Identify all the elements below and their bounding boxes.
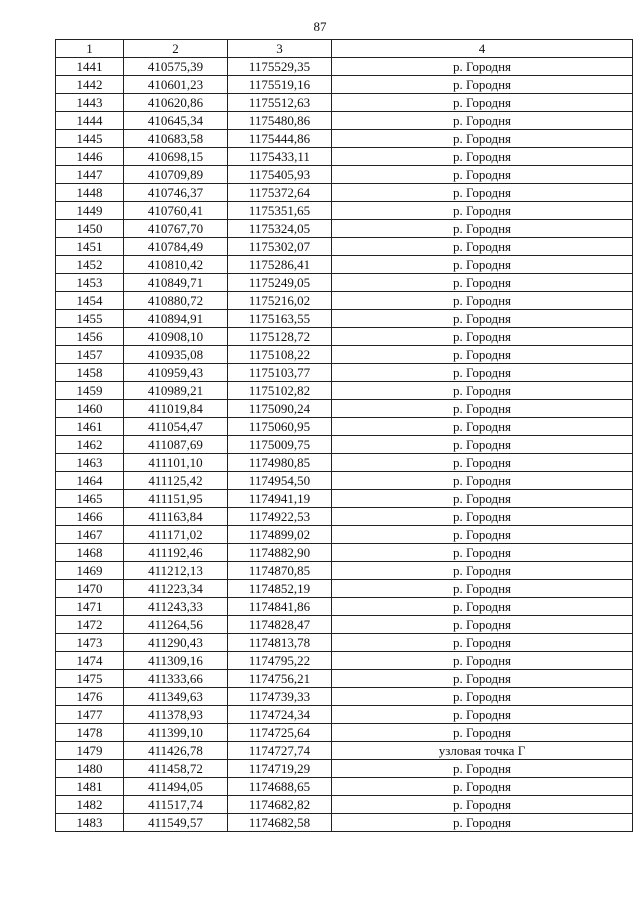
y-coordinate-cell: 1174719,29	[228, 760, 332, 778]
y-coordinate-cell: 1175372,64	[228, 184, 332, 202]
table-row	[56, 166, 633, 184]
x-coordinate-cell: 410880,72	[124, 292, 228, 310]
x-coordinate-cell: 410935,08	[124, 346, 228, 364]
description-cell: р. Городня	[332, 706, 633, 724]
description-cell: р. Городня	[332, 688, 633, 706]
table-row	[56, 634, 633, 652]
y-coordinate-cell: 1175324,05	[228, 220, 332, 238]
y-coordinate-cell: 1175512,63	[228, 94, 332, 112]
y-coordinate-cell: 1174852,19	[228, 580, 332, 598]
x-coordinate-cell: 411517,74	[124, 796, 228, 814]
table-row	[56, 616, 633, 634]
table-row	[56, 58, 633, 76]
description-cell: р. Городня	[332, 220, 633, 238]
x-coordinate-cell: 411212,13	[124, 562, 228, 580]
point-number-cell: 1441	[56, 58, 124, 76]
x-coordinate-cell: 411378,93	[124, 706, 228, 724]
y-coordinate-cell: 1174922,53	[228, 508, 332, 526]
x-coordinate-cell: 410746,37	[124, 184, 228, 202]
point-number-cell: 1442	[56, 76, 124, 94]
x-coordinate-cell: 410849,71	[124, 274, 228, 292]
page-number: 87	[313, 19, 327, 34]
description-cell: р. Городня	[332, 580, 633, 598]
description-cell: р. Городня	[332, 184, 633, 202]
x-coordinate-cell: 411494,05	[124, 778, 228, 796]
table-row	[56, 184, 633, 202]
point-number-cell: 1478	[56, 724, 124, 742]
table-row	[56, 274, 633, 292]
x-coordinate-cell: 410908,10	[124, 328, 228, 346]
point-number-cell: 1470	[56, 580, 124, 598]
y-coordinate-cell: 1175519,16	[228, 76, 332, 94]
table-row	[56, 580, 633, 598]
point-number-cell: 1460	[56, 400, 124, 418]
x-coordinate-cell: 411333,66	[124, 670, 228, 688]
x-coordinate-cell: 411349,63	[124, 688, 228, 706]
point-number-cell: 1453	[56, 274, 124, 292]
x-coordinate-cell: 410575,39	[124, 58, 228, 76]
description-cell: р. Городня	[332, 454, 633, 472]
table-header	[56, 40, 633, 58]
point-number-cell: 1444	[56, 112, 124, 130]
y-coordinate-cell: 1175060,95	[228, 418, 332, 436]
point-number-cell: 1456	[56, 328, 124, 346]
table-row	[56, 310, 633, 328]
point-number-cell: 1451	[56, 238, 124, 256]
point-number-cell: 1468	[56, 544, 124, 562]
coordinates-table	[55, 39, 633, 832]
table-row	[56, 238, 633, 256]
x-coordinate-cell: 410989,21	[124, 382, 228, 400]
table-row	[56, 724, 633, 742]
header-row	[56, 40, 633, 58]
point-number-cell: 1445	[56, 130, 124, 148]
point-number-cell: 1462	[56, 436, 124, 454]
table-row	[56, 130, 633, 148]
description-cell: р. Городня	[332, 58, 633, 76]
x-coordinate-cell: 410645,34	[124, 112, 228, 130]
y-coordinate-cell: 1174727,74	[228, 742, 332, 760]
point-number-cell: 1469	[56, 562, 124, 580]
description-cell: р. Городня	[332, 76, 633, 94]
description-cell: р. Городня	[332, 562, 633, 580]
description-cell: р. Городня	[332, 310, 633, 328]
y-coordinate-cell: 1175286,41	[228, 256, 332, 274]
table-row	[56, 202, 633, 220]
description-cell: р. Городня	[332, 490, 633, 508]
point-number-cell: 1446	[56, 148, 124, 166]
y-coordinate-cell: 1174756,21	[228, 670, 332, 688]
y-coordinate-cell: 1174882,90	[228, 544, 332, 562]
x-coordinate-cell: 410959,43	[124, 364, 228, 382]
y-coordinate-cell: 1174739,33	[228, 688, 332, 706]
point-number-cell: 1476	[56, 688, 124, 706]
x-coordinate-cell: 411019,84	[124, 400, 228, 418]
point-number-cell: 1467	[56, 526, 124, 544]
description-cell: р. Городня	[332, 436, 633, 454]
table-row	[56, 328, 633, 346]
point-number-cell: 1463	[56, 454, 124, 472]
x-coordinate-cell: 410698,15	[124, 148, 228, 166]
table-row	[56, 508, 633, 526]
table-row	[56, 112, 633, 130]
point-number-cell: 1474	[56, 652, 124, 670]
y-coordinate-cell: 1175009,75	[228, 436, 332, 454]
point-number-cell: 1454	[56, 292, 124, 310]
y-coordinate-cell: 1175433,11	[228, 148, 332, 166]
description-cell: р. Городня	[332, 724, 633, 742]
x-coordinate-cell: 411087,69	[124, 436, 228, 454]
table-row	[56, 526, 633, 544]
description-cell: р. Городня	[332, 148, 633, 166]
table-row	[56, 382, 633, 400]
description-cell: р. Городня	[332, 400, 633, 418]
x-coordinate-cell: 410894,91	[124, 310, 228, 328]
table-row	[56, 220, 633, 238]
point-number-cell: 1457	[56, 346, 124, 364]
point-number-cell: 1449	[56, 202, 124, 220]
table-row	[56, 760, 633, 778]
y-coordinate-cell: 1174813,78	[228, 634, 332, 652]
table-row	[56, 346, 633, 364]
description-cell: р. Городня	[332, 112, 633, 130]
y-coordinate-cell: 1175351,65	[228, 202, 332, 220]
point-number-cell: 1455	[56, 310, 124, 328]
point-number-cell: 1472	[56, 616, 124, 634]
y-coordinate-cell: 1175102,82	[228, 382, 332, 400]
table-body	[56, 58, 633, 832]
y-coordinate-cell: 1175480,86	[228, 112, 332, 130]
description-cell: р. Городня	[332, 166, 633, 184]
point-number-cell: 1448	[56, 184, 124, 202]
description-cell: р. Городня	[332, 670, 633, 688]
x-coordinate-cell: 411264,56	[124, 616, 228, 634]
table-row	[56, 562, 633, 580]
x-coordinate-cell: 411549,57	[124, 814, 228, 832]
y-coordinate-cell: 1175405,93	[228, 166, 332, 184]
y-coordinate-cell: 1175103,77	[228, 364, 332, 382]
header-cell-3: 3	[228, 40, 332, 58]
table-row	[56, 544, 633, 562]
x-coordinate-cell: 411426,78	[124, 742, 228, 760]
y-coordinate-cell: 1174954,50	[228, 472, 332, 490]
y-coordinate-cell: 1174682,58	[228, 814, 332, 832]
table-row	[56, 292, 633, 310]
point-number-cell: 1482	[56, 796, 124, 814]
y-coordinate-cell: 1174725,64	[228, 724, 332, 742]
y-coordinate-cell: 1175163,55	[228, 310, 332, 328]
y-coordinate-cell: 1175302,07	[228, 238, 332, 256]
x-coordinate-cell: 410601,23	[124, 76, 228, 94]
y-coordinate-cell: 1175108,22	[228, 346, 332, 364]
description-cell: узловая точка Г	[332, 742, 633, 760]
table-row	[56, 472, 633, 490]
description-cell: р. Городня	[332, 472, 633, 490]
y-coordinate-cell: 1174688,65	[228, 778, 332, 796]
x-coordinate-cell: 411192,46	[124, 544, 228, 562]
table-row	[56, 76, 633, 94]
y-coordinate-cell: 1174841,86	[228, 598, 332, 616]
y-coordinate-cell: 1174941,19	[228, 490, 332, 508]
table-row	[56, 670, 633, 688]
x-coordinate-cell: 411243,33	[124, 598, 228, 616]
point-number-cell: 1480	[56, 760, 124, 778]
table-row	[56, 814, 633, 832]
header-cell-4: 4	[332, 40, 633, 58]
y-coordinate-cell: 1175249,05	[228, 274, 332, 292]
y-coordinate-cell: 1174795,22	[228, 652, 332, 670]
description-cell: р. Городня	[332, 130, 633, 148]
table-row	[56, 364, 633, 382]
description-cell: р. Городня	[332, 292, 633, 310]
description-cell: р. Городня	[332, 544, 633, 562]
table-row	[56, 742, 633, 760]
point-number-cell: 1459	[56, 382, 124, 400]
x-coordinate-cell: 410709,89	[124, 166, 228, 184]
table-row	[56, 688, 633, 706]
point-number-cell: 1447	[56, 166, 124, 184]
y-coordinate-cell: 1174870,85	[228, 562, 332, 580]
description-cell: р. Городня	[332, 364, 633, 382]
x-coordinate-cell: 411151,95	[124, 490, 228, 508]
table-row	[56, 256, 633, 274]
description-cell: р. Городня	[332, 652, 633, 670]
y-coordinate-cell: 1174682,82	[228, 796, 332, 814]
x-coordinate-cell: 411171,02	[124, 526, 228, 544]
point-number-cell: 1483	[56, 814, 124, 832]
point-number-cell: 1471	[56, 598, 124, 616]
description-cell: р. Городня	[332, 778, 633, 796]
point-number-cell: 1475	[56, 670, 124, 688]
point-number-cell: 1461	[56, 418, 124, 436]
table-row	[56, 598, 633, 616]
x-coordinate-cell: 411223,34	[124, 580, 228, 598]
table-row	[56, 490, 633, 508]
x-coordinate-cell: 410784,49	[124, 238, 228, 256]
point-number-cell: 1466	[56, 508, 124, 526]
description-cell: р. Городня	[332, 274, 633, 292]
description-cell: р. Городня	[332, 328, 633, 346]
x-coordinate-cell: 411054,47	[124, 418, 228, 436]
description-cell: р. Городня	[332, 346, 633, 364]
x-coordinate-cell: 410620,86	[124, 94, 228, 112]
description-cell: р. Городня	[332, 526, 633, 544]
table-row	[56, 652, 633, 670]
x-coordinate-cell: 411309,16	[124, 652, 228, 670]
x-coordinate-cell: 411458,72	[124, 760, 228, 778]
point-number-cell: 1443	[56, 94, 124, 112]
y-coordinate-cell: 1174980,85	[228, 454, 332, 472]
description-cell: р. Городня	[332, 508, 633, 526]
table-row	[56, 148, 633, 166]
point-number-cell: 1465	[56, 490, 124, 508]
point-number-cell: 1450	[56, 220, 124, 238]
point-number-cell: 1477	[56, 706, 124, 724]
y-coordinate-cell: 1175128,72	[228, 328, 332, 346]
x-coordinate-cell: 410767,70	[124, 220, 228, 238]
x-coordinate-cell: 411399,10	[124, 724, 228, 742]
table-row	[56, 94, 633, 112]
point-number-cell: 1479	[56, 742, 124, 760]
description-cell: р. Городня	[332, 418, 633, 436]
x-coordinate-cell: 410760,41	[124, 202, 228, 220]
description-cell: р. Городня	[332, 814, 633, 832]
y-coordinate-cell: 1175444,86	[228, 130, 332, 148]
description-cell: р. Городня	[332, 94, 633, 112]
table-row	[56, 418, 633, 436]
x-coordinate-cell: 411101,10	[124, 454, 228, 472]
y-coordinate-cell: 1175216,02	[228, 292, 332, 310]
table-row	[56, 706, 633, 724]
y-coordinate-cell: 1175529,35	[228, 58, 332, 76]
x-coordinate-cell: 410810,42	[124, 256, 228, 274]
header-cell-2: 2	[124, 40, 228, 58]
description-cell: р. Городня	[332, 256, 633, 274]
description-cell: р. Городня	[332, 382, 633, 400]
x-coordinate-cell: 411163,84	[124, 508, 228, 526]
description-cell: р. Городня	[332, 760, 633, 778]
header-cell-1: 1	[56, 40, 124, 58]
y-coordinate-cell: 1174899,02	[228, 526, 332, 544]
table-row	[56, 454, 633, 472]
point-number-cell: 1481	[56, 778, 124, 796]
x-coordinate-cell: 411290,43	[124, 634, 228, 652]
point-number-cell: 1473	[56, 634, 124, 652]
y-coordinate-cell: 1174828,47	[228, 616, 332, 634]
table-row	[56, 796, 633, 814]
x-coordinate-cell: 411125,42	[124, 472, 228, 490]
table-row	[56, 436, 633, 454]
x-coordinate-cell: 410683,58	[124, 130, 228, 148]
table-row	[56, 778, 633, 796]
point-number-cell: 1464	[56, 472, 124, 490]
description-cell: р. Городня	[332, 598, 633, 616]
description-cell: р. Городня	[332, 634, 633, 652]
table-row	[56, 400, 633, 418]
description-cell: р. Городня	[332, 616, 633, 634]
point-number-cell: 1452	[56, 256, 124, 274]
y-coordinate-cell: 1175090,24	[228, 400, 332, 418]
y-coordinate-cell: 1174724,34	[228, 706, 332, 724]
description-cell: р. Городня	[332, 796, 633, 814]
description-cell: р. Городня	[332, 238, 633, 256]
point-number-cell: 1458	[56, 364, 124, 382]
description-cell: р. Городня	[332, 202, 633, 220]
